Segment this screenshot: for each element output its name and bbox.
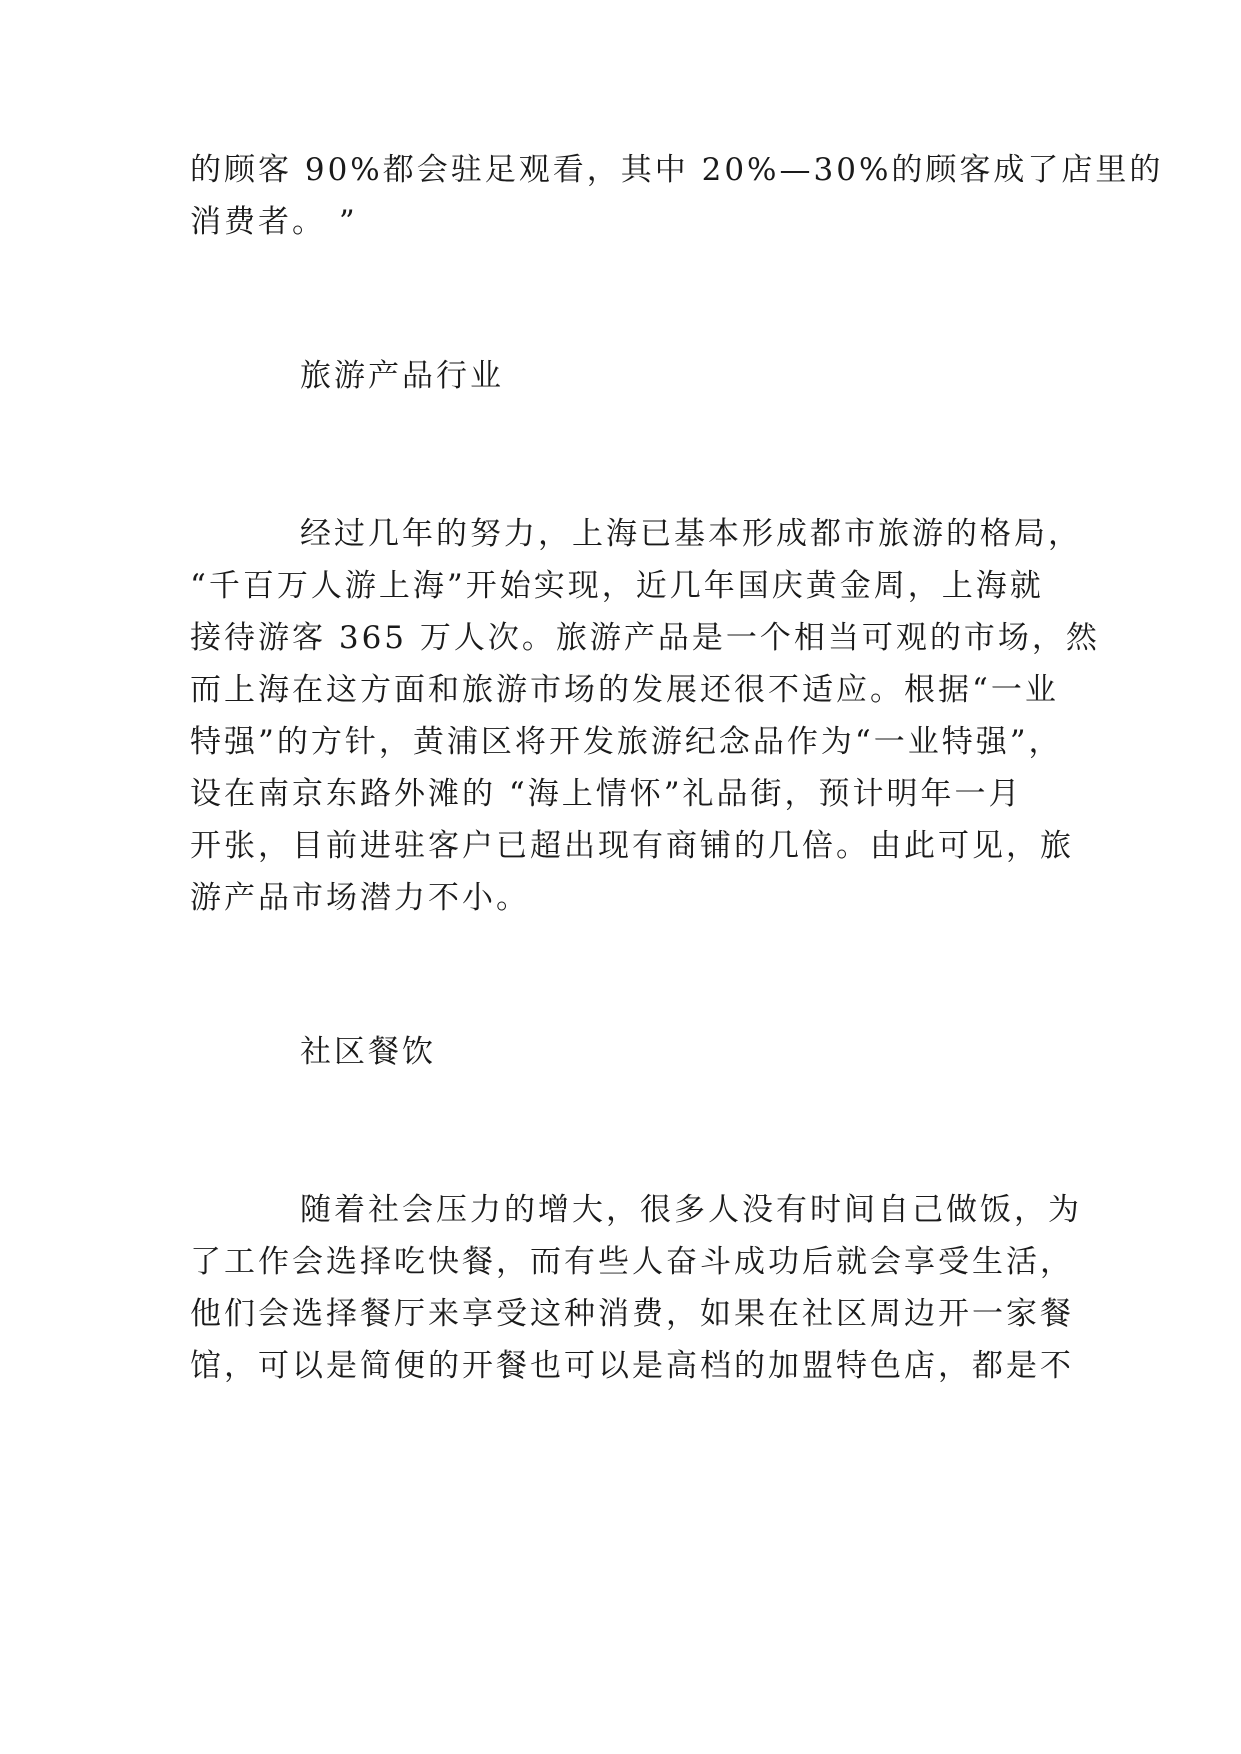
paragraph-line: 的顾客 90%都会驻足观看，其中 20%—30%的顾客成了店里的 — [190, 152, 1164, 188]
paragraph-line: 经过几年的努力，上海已基本形成都市旅游的格局， — [300, 516, 1082, 552]
paragraph-line: 而上海在这方面和旅游市场的发展还很不适应。根据“一业 — [190, 672, 1059, 708]
paragraph-line: 设在南京东路外滩的 “海上情怀”礼品街，预计明年一月 — [190, 776, 1023, 812]
paragraph-line: 特强”的方针，黄浦区将开发旅游纪念品作为“一业特强”， — [190, 724, 1063, 760]
section-heading-tourism: 旅游产品行业 — [300, 358, 504, 394]
paragraph-line: 了工作会选择吃快餐，而有些人奋斗成功后就会享受生活， — [190, 1244, 1074, 1280]
paragraph-line: “千百万人游上海”开始实现，近几年国庆黄金周，上海就 — [190, 568, 1044, 604]
paragraph-line: 游产品市场潜力不小。 — [190, 880, 530, 916]
paragraph-line: 消费者。 ” — [190, 204, 358, 240]
paragraph-line: 他们会选择餐厅来享受这种消费，如果在社区周边开一家餐 — [190, 1296, 1074, 1332]
paragraph-line: 接待游客 365 万人次。旅游产品是一个相当可观的市场，然 — [190, 620, 1100, 656]
section-heading-dining: 社区餐饮 — [300, 1034, 436, 1070]
paragraph-line: 开张，目前进驻客户已超出现有商铺的几倍。由此可见，旅 — [190, 828, 1074, 864]
paragraph-line: 随着社会压力的增大，很多人没有时间自己做饭，为 — [300, 1192, 1082, 1228]
paragraph-line: 馆，可以是简便的开餐也可以是高档的加盟特色店，都是不 — [190, 1348, 1074, 1384]
